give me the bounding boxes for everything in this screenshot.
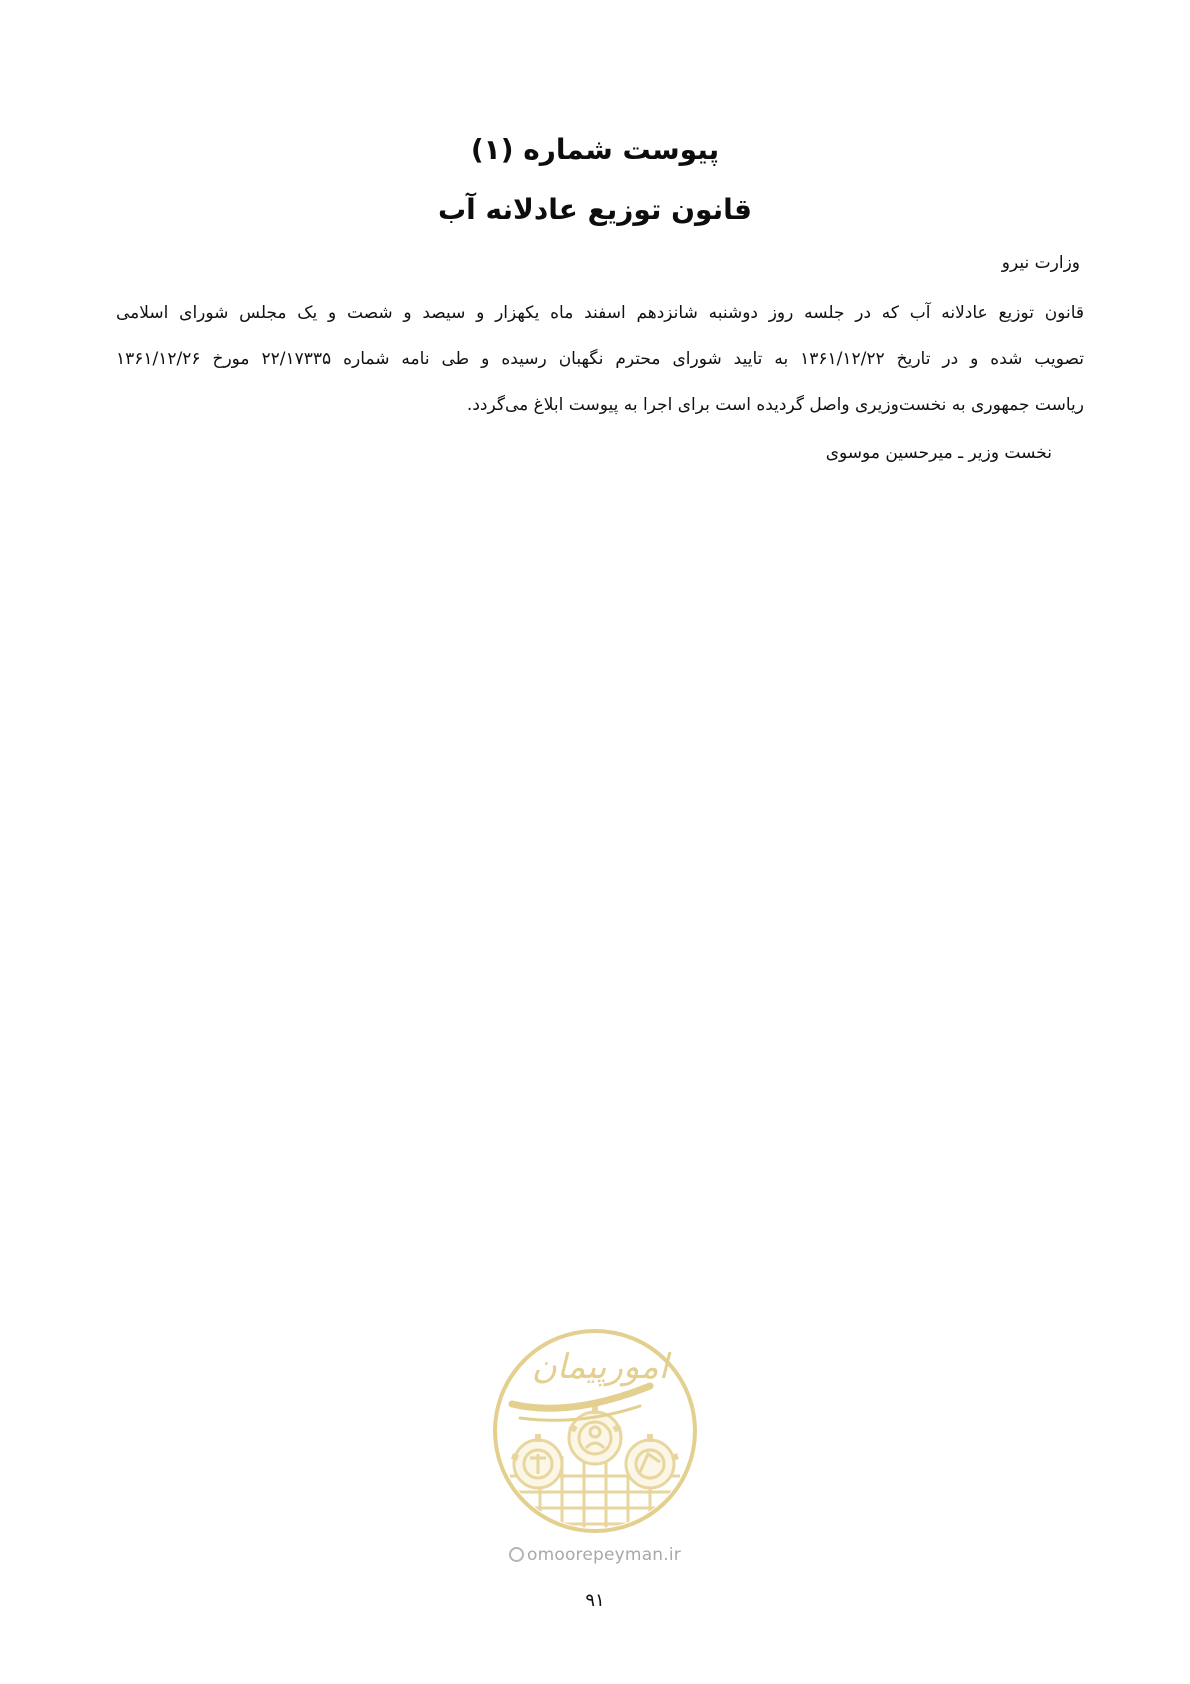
- body-line-1: قانون توزیع عادلانه آب که در جلسه روز دوشنبه شانزدهم اسفند ماه یکهزار و سیصد و شصت و یک مجلس شورای اسلامی: [116, 303, 1084, 323]
- watermark-url-text: omoorepeyman.ir: [526, 1545, 682, 1565]
- watermark-logo: [490, 1326, 700, 1536]
- watermark-url: [0, 1545, 1190, 1565]
- body-line-2: تصویب شده و در تاریخ ۱۳۶۱/۱۲/۲۲ به تایید شورای محترم نگهبان رسیده و طی نامه شماره ۲۲/۱۷۳۳۵ مورخ ۱۳۶۱/۱۲/۲۶: [116, 349, 1084, 369]
- body-line-3: ریاست جمهوری به نخست‌وزیری واصل گردیده است برای اجرا به پیوست ابلاغ می‌گردد.: [466, 395, 1084, 415]
- watermark-logo-text: امورپیمان: [531, 1347, 669, 1387]
- issuer-name: وزارت نیرو: [1001, 253, 1080, 273]
- signature-line: نخست وزیر ـ میرحسین موسوی: [825, 443, 1052, 463]
- at-sign-icon: [509, 1547, 524, 1562]
- law-title: قانون توزیع عادلانه آب: [438, 193, 752, 226]
- annex-title: پیوست شماره (۱): [470, 133, 720, 166]
- page-number: ۹۱: [585, 1590, 605, 1611]
